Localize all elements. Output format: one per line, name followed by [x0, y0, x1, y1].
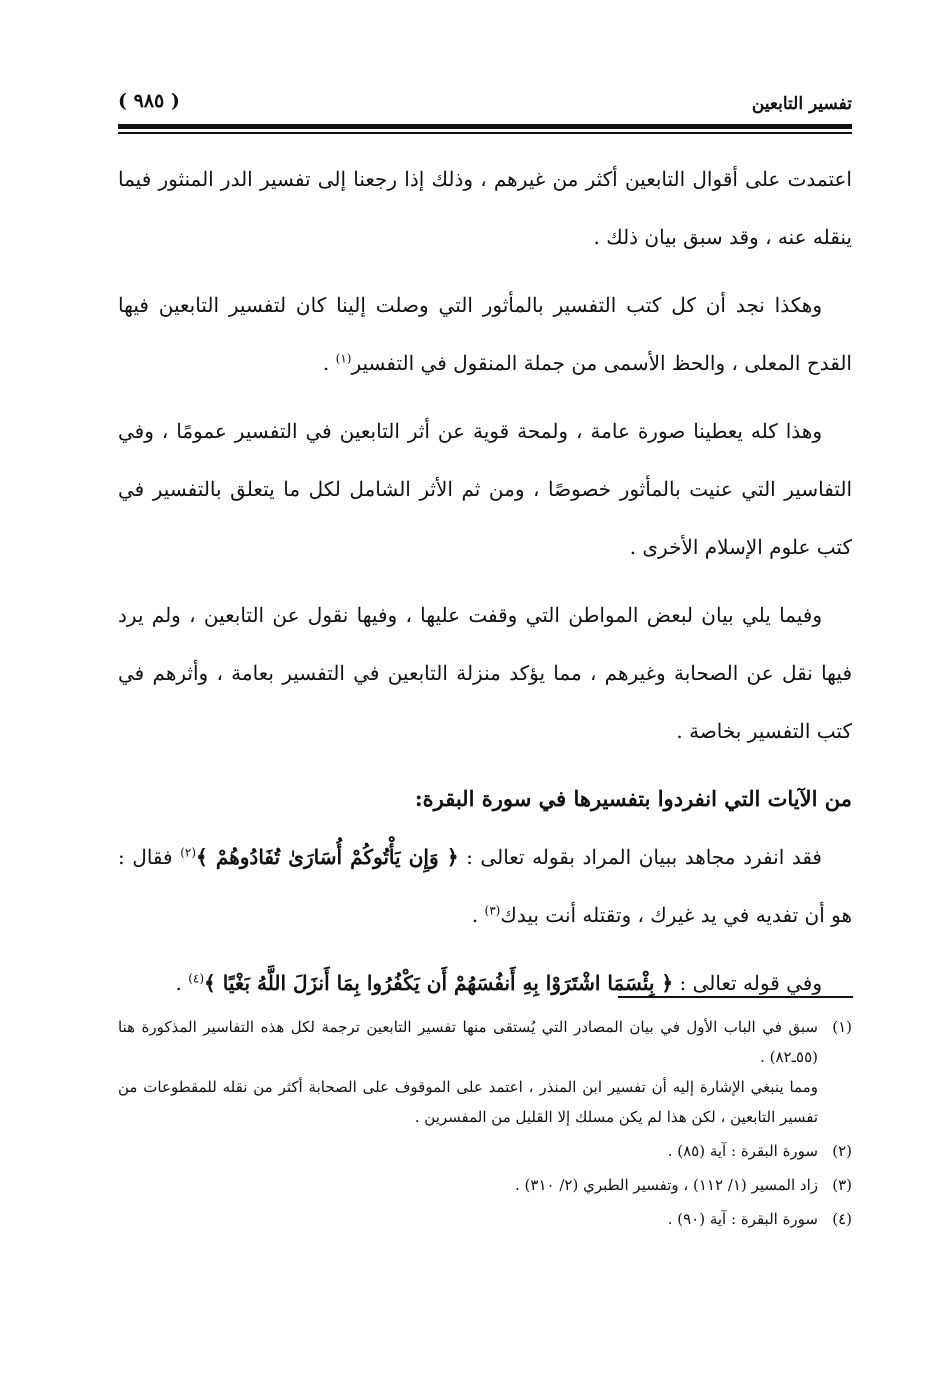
footnote-item [118, 1170, 852, 1200]
quran-verse: ﴿ وَإِن يَأْتُوكُمْ أُسَارَىٰ تُفَادُوهُمْ ﴾ [196, 845, 459, 869]
footnote-ref-2[interactable]: (٢) [180, 845, 197, 860]
paragraph-3 [118, 402, 852, 576]
footnotes [118, 1012, 852, 1234]
footnote-item [118, 1136, 852, 1166]
paragraph-text: وهذا كله يعطينا صورة عامة ، ولمحة قوية عن أثر التابعين في التفسير عمومًا ، وفي التفاسير التي عنيت بالمأثور خصوصًا ، ومن ثم الأثر الشامل لكل ما يتعلق بالتفسير في كتب علوم الإسلام الأخرى . [118, 419, 853, 559]
header-rule-thin [118, 132, 852, 134]
header-title: تفسير التابعين [751, 94, 852, 114]
verse-paragraph-2 [118, 954, 852, 1012]
footnote-ref-3[interactable]: (٣) [484, 903, 501, 918]
verse-intro: وفي قوله تعالى : [673, 971, 822, 995]
verse-paragraph-1 [118, 828, 852, 944]
footnote-number: (١) [832, 1018, 852, 1036]
header-rule-thick [118, 124, 852, 129]
paragraph-text: وفيما يلي بيان لبعض المواطن التي وقفت عليها ، وفيها نقول عن التابعين ، ولم يرد فيها نقل عن الصحابة وغيرهم ، مما يؤكد منزلة التابعين في التفسير بعامة ، وأثرهم في كتب التفسير بخاصة . [118, 603, 853, 743]
paragraph-end: . [175, 971, 189, 995]
footnote-text: سورة البقرة : آية (٨٥) . [667, 1142, 818, 1160]
section-heading: من الآيات التي انفردوا بتفسيرها في سورة البقرة: [414, 786, 852, 811]
footnote-separator [618, 996, 853, 998]
footnote-ref-4[interactable]: (٤) [188, 971, 205, 986]
paragraph-2 [118, 276, 852, 392]
footnote-ref-1[interactable]: (١) [335, 351, 352, 366]
footnote-text: زاد المسير (١/ ١١٢) ، وتفسير الطبري (٢/ ٣١٠) . [515, 1176, 818, 1194]
paragraph-1 [118, 150, 852, 266]
paragraph-end: . [322, 351, 336, 375]
footnote-number: (٤) [832, 1210, 852, 1228]
running-header [118, 88, 852, 118]
paragraph-text: وهكذا نجد أن كل كتب التفسير بالمأثور التي وصلت إلينا كان لتفسير التابعين فيها القدح المعلى ، والحظ الأسمى من جملة المنقول في التفسير [118, 293, 852, 375]
footnote-number: (٢) [832, 1142, 852, 1160]
footnote-continuation: ومما ينبغي الإشارة إليه أن تفسير ابن المنذر ، اعتمد على الموقوف على الصحابة أكثر من نقله للمقطوعات من تفسير التابعين ، لكن هذا لم يكن مسلك إلا القليل من المفسرين . [118, 1078, 818, 1126]
main-text [118, 150, 852, 1022]
footnote-number: (٣) [832, 1176, 852, 1194]
paragraph-4 [118, 586, 852, 760]
verse-intro: فقد انفرد مجاهد ببيان المراد بقوله تعالى : [458, 845, 822, 869]
verse-commentary: فقال : هو أن تفديه في يد غيرك ، وتقتله أنت بيدك [118, 845, 852, 927]
footnote-text: سبق في الباب الأول في بيان المصادر التي يُستقى منها تفسير التابعين ترجمة لكل هذه التفاسير المذكورة هنا (٥٥ـ٨٢) . [118, 1018, 818, 1066]
paragraph-text: اعتمدت على أقوال التابعين أكثر من غيرهم ، وذلك إذا رجعنا إلى تفسير الدر المنثور فيما ينقله عنه ، وقد سبق بيان ذلك . [118, 167, 852, 249]
footnote-item [118, 1012, 852, 1072]
paragraph-end: . [471, 903, 485, 927]
quran-verse: ﴿ بِئْسَمَا اشْتَرَوْا بِهِ أَنفُسَهُمْ أَن يَكْفُرُوا بِمَا أَنزَلَ اللَّهُ بَغْيًا ﴾ [204, 971, 674, 995]
page-number: ( ٩٨٥ ) [118, 90, 180, 112]
footnote-text: سورة البقرة : آية (٩٠) . [667, 1210, 818, 1228]
footnote-item [118, 1204, 852, 1234]
